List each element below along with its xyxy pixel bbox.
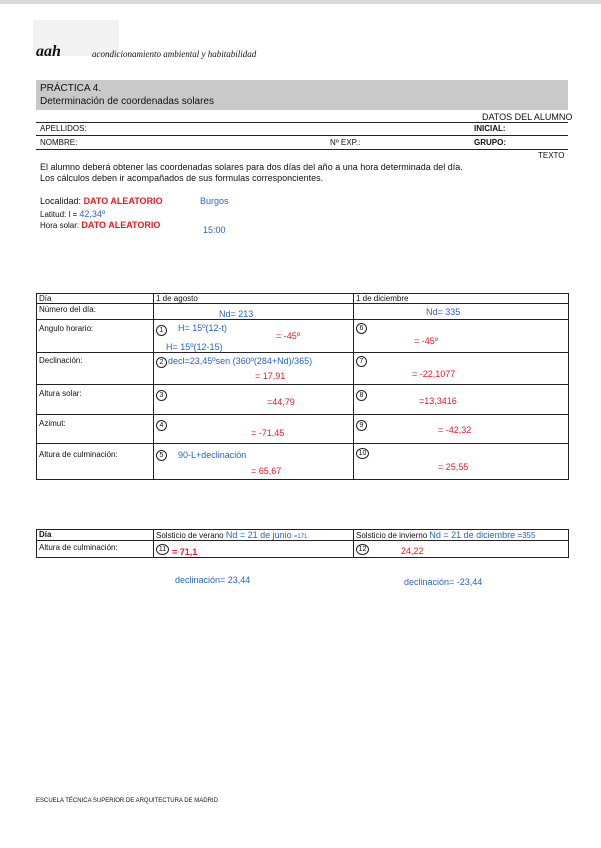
result-value: = 65,67 [251, 466, 282, 476]
column-header-date-1: 1 de agosto [156, 294, 198, 303]
step-number-badge: 7 [356, 356, 367, 367]
step-number-badge: 2 [156, 357, 167, 368]
page-title: PRÁCTICA 4. [40, 83, 102, 94]
formula-text: H= 15º(12-t) [178, 323, 228, 333]
declination-summer: declinación= 23,44 [175, 575, 251, 585]
row-label: Número del día: [39, 305, 96, 314]
localidad-random-tag: DATO ALEATORIO [83, 196, 163, 206]
result-value: 24,22 [401, 546, 424, 556]
row-label: Altura de culminación: [39, 543, 118, 552]
divider [36, 122, 568, 123]
solstice-table [36, 529, 569, 558]
solstice-summer-nd: Nd = 21 de junio [225, 530, 292, 540]
row-label: Angulo horario: [39, 324, 94, 333]
formula-text: 90-L+declinación [178, 450, 247, 460]
result-value: = -45º [414, 336, 439, 346]
step-number-badge: 3 [156, 390, 167, 401]
page-subtitle: Determinación de coordenadas solares [40, 96, 214, 107]
step-number-badge: 8 [356, 390, 367, 401]
result-value: = -45º [276, 331, 301, 341]
latitud-value: 42,34º [79, 209, 106, 219]
hora-label: Hora solar: [40, 221, 80, 230]
instruction-line-1: El alumno deberá obtener las coordenadas solares para dos días del año a una hora determinada del día. [40, 162, 463, 172]
step-number-badge: 9 [356, 420, 367, 431]
result-value: = 71,1 [172, 547, 198, 557]
solstice-winter-nd: Nd = 21 de diciembre [429, 530, 516, 540]
dia-header: Día [39, 294, 52, 303]
logo-mark: aah [36, 43, 61, 60]
row-label: Altura solar: [39, 389, 82, 398]
solstice-summer-label: Solsticio de verano [156, 531, 224, 540]
formula-text: decl=23,45ºsen (360º(284+Nd)/365) [168, 356, 313, 366]
top-border [0, 0, 601, 4]
dia-header: Día [39, 530, 52, 539]
texto-label: TEXTO [538, 151, 565, 160]
result-value: = -71,45 [251, 428, 285, 438]
solar-coordinates-table [36, 293, 569, 480]
value-cell: Nd= 335 [426, 307, 461, 317]
step-number-badge: 1 [156, 325, 167, 336]
logo-subtitle: acondicionamiento ambiental y habitabilidad [92, 49, 257, 59]
nexp-label: Nº EXP.: [330, 138, 361, 147]
solstice-winter-day: =355 [517, 531, 536, 540]
nombre-label: NOMBRE: [40, 138, 78, 147]
row-label: Azimut: [39, 419, 66, 428]
solstice-summer-day: =171 [293, 534, 308, 540]
step-number-badge: 10 [356, 448, 369, 459]
student-section-title: DATOS DEL ALUMNO [482, 112, 573, 122]
result-value: = -42,32 [438, 425, 472, 435]
result-value: =13,3416 [419, 396, 457, 406]
step-number-badge: 5 [156, 450, 167, 461]
localidad-value: Burgos [200, 196, 229, 206]
solstice-winter-label: Solsticio de invierno [356, 531, 428, 540]
footer-institution: ESCUELA TÉCNICA SUPERIOR DE ARQUITECTURA DE MADRID [36, 798, 218, 804]
column-header-date-2: 1 de diciembre [356, 294, 409, 303]
result-value: = 25,55 [438, 462, 469, 472]
divider [36, 135, 568, 136]
grupo-label: GRUPO: [474, 138, 506, 147]
hora-value: 15:00 [203, 225, 226, 235]
instruction-line-2: Los cálculos deben ir acompañados de sus formulas corresponcientes. [40, 173, 324, 183]
step-number-badge: 4 [156, 420, 167, 431]
hora-random-tag: DATO ALEATORIO [81, 220, 161, 230]
step-number-badge: 11 [156, 544, 169, 555]
step-number-badge: 12 [356, 544, 369, 555]
latitud-label: Latitud: l = [40, 210, 78, 219]
value-cell: Nd= 213 [219, 309, 254, 319]
step-number-badge: 6 [356, 323, 367, 334]
result-value: =44,79 [267, 397, 295, 407]
divider [36, 149, 568, 150]
row-label: Declinación: [39, 356, 83, 365]
formula-text: H= 15º(12-15) [166, 342, 223, 352]
row-label: Altura de culminación: [39, 450, 118, 459]
declination-winter: declinación= -23,44 [404, 577, 483, 587]
result-value: = -22,1077 [412, 369, 456, 379]
result-value: = 17,91 [255, 371, 286, 381]
localidad-label: Localidad: [40, 196, 82, 206]
inicial-label: INICIAL: [474, 124, 506, 133]
apellidos-label: APELLIDOS: [40, 124, 87, 133]
